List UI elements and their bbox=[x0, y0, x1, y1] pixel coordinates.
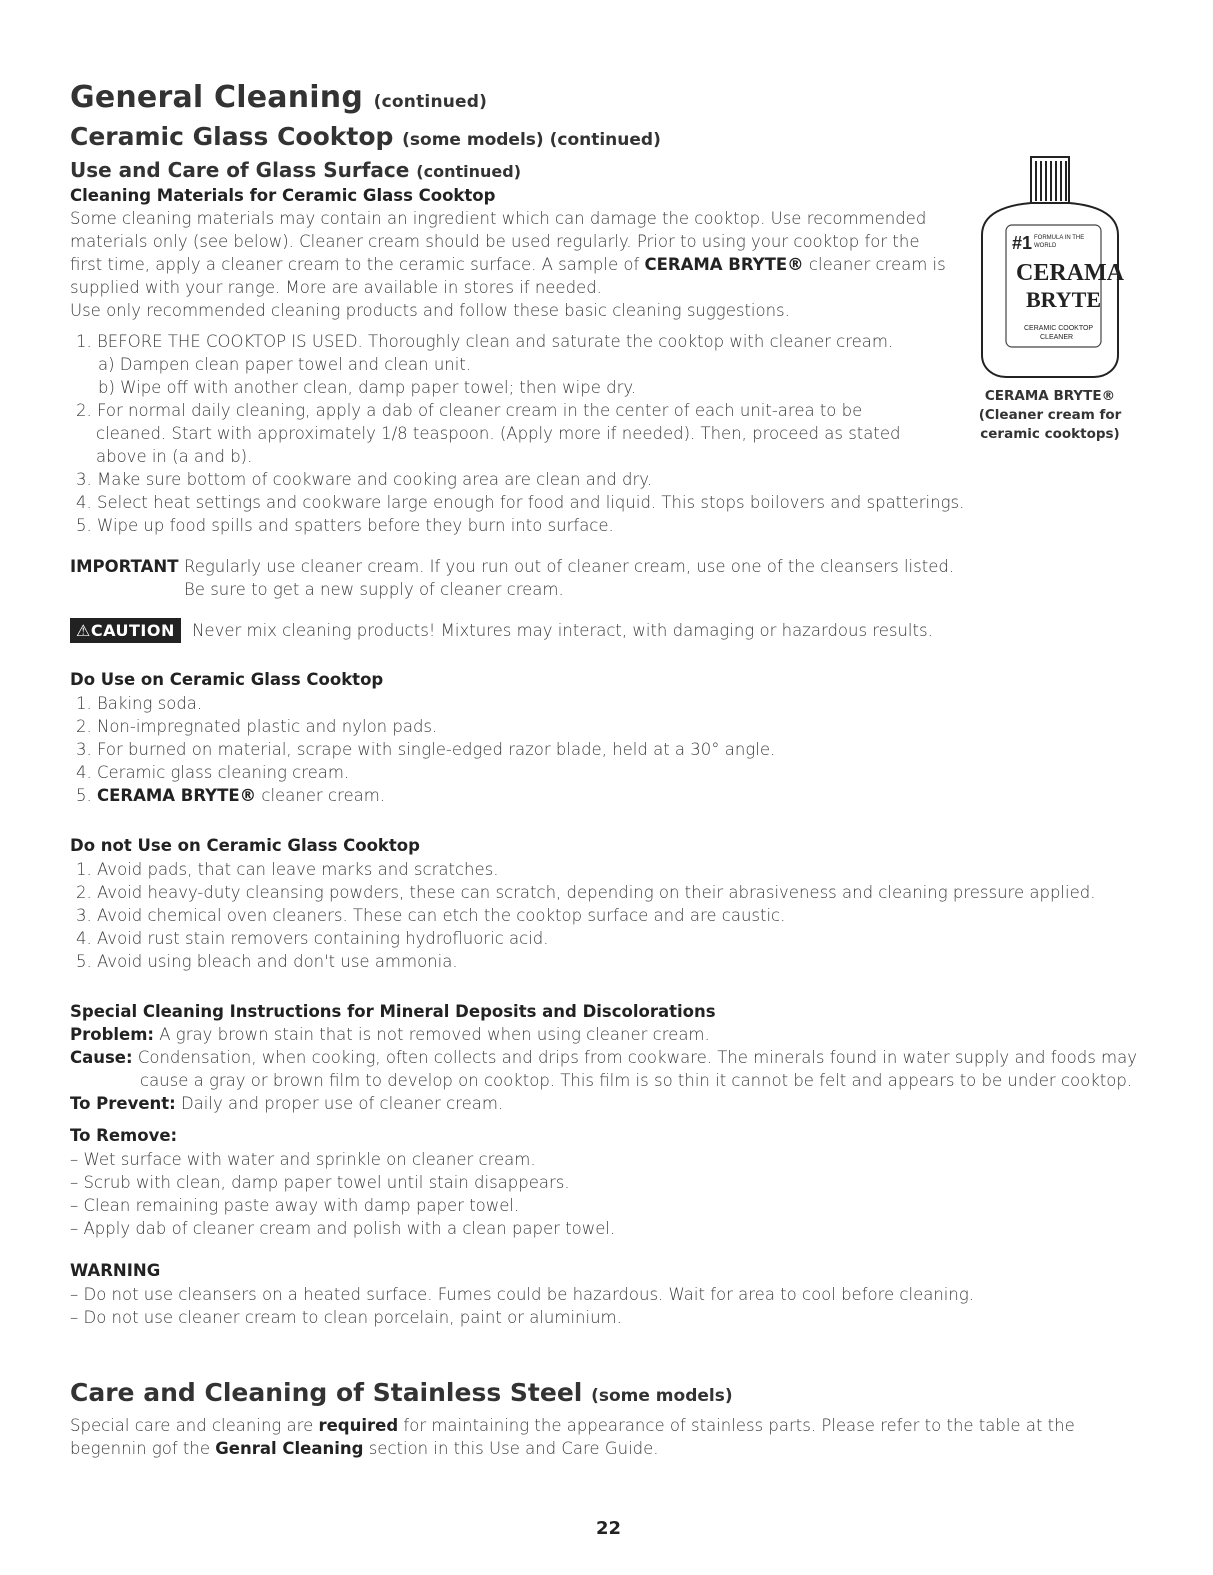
stainless-heading-suffix: (some models) bbox=[591, 1386, 733, 1406]
cause-line: Cause: Condensation, when cooking, often collects and drips from cookware. The minerals found in water supply and foods may bbox=[70, 1048, 1137, 1067]
list-item: 3. Avoid chemical oven cleaners. These can etch the cooktop surface and are caustic. bbox=[76, 906, 786, 925]
important-text bbox=[184, 555, 954, 601]
list-item: 4. Ceramic glass cleaning cream. bbox=[76, 763, 350, 782]
step-continuation: above in (a and b). bbox=[96, 447, 253, 466]
step-item: 2. For normal daily cleaning, apply a dab of cleaner cream in the center of each unit-area to be bbox=[76, 401, 863, 420]
subsection-title bbox=[70, 158, 521, 182]
list-item: 1. Avoid pads, that can leave marks and scratches. bbox=[76, 860, 499, 879]
materials-intro bbox=[70, 207, 946, 322]
stainless-line: Special care and cleaning are required for maintaining the appearance of stainless parts. Please refer to the table at the bbox=[70, 1416, 1075, 1435]
important-line: Regularly use cleaner cream. If you run out of cleaner cream, use one of the cleansers listed. bbox=[184, 557, 955, 576]
list-item: 5. Avoid using bleach and don't use ammonia. bbox=[76, 952, 458, 971]
stainless-heading bbox=[70, 1378, 733, 1407]
intro-line: first time, apply a cleaner cream to the ceramic surface. A sample of CERAMA BRYTE® cleaner cream is bbox=[70, 255, 946, 274]
step-item: 5. Wipe up food spills and spatters before they burn into surface. bbox=[76, 516, 614, 535]
list-item: – Clean remaining paste away with damp paper towel. bbox=[70, 1196, 520, 1215]
bottle-sub: CERAMIC COOKTOP bbox=[1024, 325, 1094, 332]
page-title-suffix: (continued) bbox=[373, 92, 488, 112]
caution-text: Never mix cleaning products! Mixtures may interact, with damaging or hazardous results. bbox=[192, 621, 933, 640]
subsection-title-suffix: (continued) bbox=[416, 162, 522, 181]
bottle-badge-small: FORMULA IN THE bbox=[1034, 235, 1085, 241]
section-title-main: Ceramic Glass Cooktop bbox=[70, 122, 394, 151]
caption-line: (Cleaner cream for bbox=[978, 407, 1122, 423]
prevent-line: To Prevent: Daily and proper use of cleaner cream. bbox=[70, 1094, 504, 1113]
do-not-use-list bbox=[76, 858, 1095, 973]
bottle-brand: BRYTE bbox=[1026, 287, 1102, 312]
important-line: Be sure to get a new supply of cleaner cream. bbox=[184, 580, 564, 599]
list-item: 2. Avoid heavy-duty cleansing powders, these can scratch, depending on their abrasiveness and cleaning pressure applied. bbox=[76, 883, 1096, 902]
problem-label: Problem: bbox=[70, 1025, 155, 1044]
intro-line: Use only recommended cleaning products and follow these basic cleaning suggestions. bbox=[70, 301, 790, 320]
list-item: 2. Non-impregnated plastic and nylon pads. bbox=[76, 717, 438, 736]
important-label: IMPORTANT bbox=[70, 557, 179, 576]
step-item: 1. BEFORE THE COOKTOP IS USED. Thoroughly clean and saturate the cooktop with cleaner cream. bbox=[76, 332, 894, 351]
warning-list bbox=[70, 1283, 974, 1329]
stainless-heading-main: Care and Cleaning of Stainless Steel bbox=[70, 1378, 583, 1407]
list-item: 5. CERAMA BRYTE® cleaner cream. bbox=[76, 786, 386, 805]
caption-line: CERAMA BRYTE® bbox=[984, 388, 1116, 404]
page-title-main: General Cleaning bbox=[70, 80, 364, 115]
stainless-text bbox=[70, 1414, 1075, 1460]
intro-line: supplied with your range. More are available in stores if needed. bbox=[70, 278, 602, 297]
page-number: 22 bbox=[596, 1518, 622, 1539]
product-caption bbox=[970, 387, 1130, 444]
do-not-use-heading: Do not Use on Ceramic Glass Cooktop bbox=[70, 836, 420, 855]
page-title bbox=[70, 80, 487, 115]
list-item: 3. For burned on material, scrape with single-edged razor blade, held at a 30° angle. bbox=[76, 740, 776, 759]
bottle-sub: CLEANER bbox=[1040, 334, 1074, 341]
caution-badge: ⚠CAUTION bbox=[70, 618, 181, 643]
intro-line: Some cleaning materials may contain an ingredient which can damage the cooktop. Use recommended bbox=[70, 209, 927, 228]
bottle-badge: #1 bbox=[1012, 233, 1033, 253]
cause-label: Cause: bbox=[70, 1048, 133, 1067]
do-use-heading: Do Use on Ceramic Glass Cooktop bbox=[70, 670, 384, 689]
section-title-suffix: (some models) (continued) bbox=[402, 130, 661, 150]
step-item: 3. Make sure bottom of cookware and cooking area are clean and dry. bbox=[76, 470, 652, 489]
list-item: – Scrub with clean, damp paper towel until stain disappears. bbox=[70, 1173, 570, 1192]
list-item: 4. Avoid rust stain removers containing hydrofluoric acid. bbox=[76, 929, 549, 948]
warning-heading: WARNING bbox=[70, 1261, 161, 1280]
do-use-list bbox=[76, 692, 775, 807]
list-item: 1. Baking soda. bbox=[76, 694, 203, 713]
step-subitem: a) Dampen clean paper towel and clean unit. bbox=[98, 355, 472, 374]
important-note bbox=[70, 555, 178, 578]
list-item: – Apply dab of cleaner cream and polish with a clean paper towel. bbox=[70, 1219, 616, 1238]
prevent-label: To Prevent: bbox=[70, 1094, 176, 1113]
step-continuation: cleaned. Start with approximately 1/8 teaspoon. (Apply more if needed). Then, proceed as stated bbox=[96, 424, 901, 443]
step-subitem: b) Wipe off with another clean, damp paper towel; then wipe dry. bbox=[98, 378, 637, 397]
bottle-brand: CERAMA bbox=[1016, 260, 1124, 286]
caution-note bbox=[70, 618, 933, 643]
remove-list bbox=[70, 1148, 615, 1240]
brand-name: CERAMA BRYTE® bbox=[644, 255, 804, 274]
materials-heading: Cleaning Materials for Ceramic Glass Cooktop bbox=[70, 186, 496, 205]
cause-continuation: cause a gray or brown film to develop on cooktop. This film is so thin it cannot be felt and appears to be under cooktop. bbox=[140, 1071, 1133, 1090]
brand-name: CERAMA BRYTE® bbox=[97, 786, 257, 805]
list-item: – Do not use cleansers on a heated surface. Fumes could be hazardous. Wait for area to cool before cleaning. bbox=[70, 1285, 974, 1304]
remove-heading: To Remove: bbox=[70, 1126, 178, 1145]
step-item: 4. Select heat settings and cookware large enough for food and liquid. This stops boilovers and spatterings. bbox=[76, 493, 965, 512]
list-item: – Wet surface with water and sprinkle on cleaner cream. bbox=[70, 1150, 536, 1169]
cerama-bryte-bottle-image bbox=[976, 155, 1124, 380]
stainless-line: begennin gof the Genral Cleaning section in this Use and Care Guide. bbox=[70, 1439, 659, 1458]
bottle-badge-small: WORLD bbox=[1034, 243, 1057, 249]
caption-line: ceramic cooktops) bbox=[980, 426, 1120, 442]
steps-list bbox=[76, 330, 964, 537]
problem-line: Problem: A gray brown stain that is not removed when using cleaner cream. bbox=[70, 1025, 710, 1044]
intro-line: materials only (see below). Cleaner cream should be used regularly. Prior to using your cooktop for the bbox=[70, 232, 920, 251]
section-title bbox=[70, 122, 661, 151]
subsection-title-main: Use and Care of Glass Surface bbox=[70, 158, 410, 182]
special-heading: Special Cleaning Instructions for Mineral Deposits and Discolorations bbox=[70, 1002, 716, 1021]
list-item: – Do not use cleaner cream to clean porcelain, paint or aluminium. bbox=[70, 1308, 622, 1327]
